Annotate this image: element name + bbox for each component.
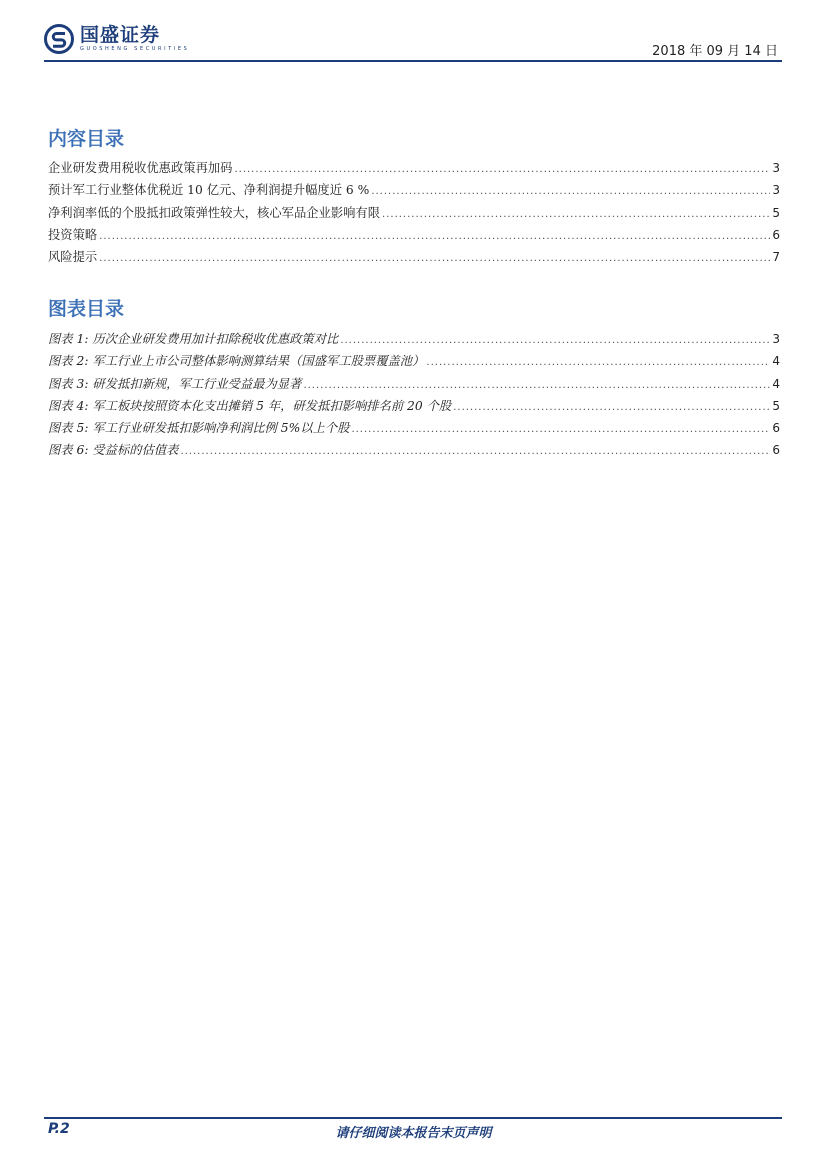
- toc-entry[interactable]: [48, 180, 780, 202]
- figure-entry-page: 6: [772, 421, 780, 436]
- leader-dots: [99, 231, 770, 242]
- figure-entry-label: 图表 2: 军工行业上市公司整体影响测算结果（国盛军工股票覆盖池）: [48, 354, 425, 369]
- figure-entry[interactable]: [48, 418, 780, 440]
- figure-entry-label: 图表 5: 军工行业研发抵扣影响净利润比例 5%以上个股: [48, 421, 350, 436]
- toc-entry-page: 7: [772, 250, 780, 265]
- toc-entry-label: 风险提示: [48, 250, 98, 265]
- figure-entry-label: 图表 3: 研发抵扣新规，军工行业受益最为显著: [48, 376, 302, 391]
- figure-entry[interactable]: [48, 351, 780, 373]
- figure-entry[interactable]: [48, 440, 780, 462]
- figure-entry[interactable]: [48, 329, 780, 351]
- leader-dots: [351, 424, 770, 435]
- figure-entry[interactable]: [48, 396, 780, 418]
- toc-entry-label: 净利润率低的个股抵扣政策弹性较大，核心军品企业影响有限: [48, 205, 381, 220]
- leader-dots: [234, 164, 770, 175]
- leader-dots: [99, 253, 770, 264]
- leader-dots: [340, 335, 770, 346]
- page-number: P.2: [48, 1121, 70, 1137]
- toc-entry[interactable]: [48, 247, 780, 269]
- logo-chinese-name: 国盛证券: [80, 24, 161, 46]
- toc-entry-label: 投资策略: [48, 227, 98, 242]
- figure-entry-label: 图表 4: 军工板块按照资本化支出摊销 5 年，研发抵扣影响排名前 20 个股: [48, 398, 452, 413]
- leader-dots: [371, 186, 770, 197]
- figures-list: [48, 329, 780, 463]
- header-divider: [44, 60, 782, 62]
- leader-dots: [453, 402, 770, 413]
- toc-entry-page: 3: [772, 183, 780, 198]
- figure-entry-label: 图表 6: 受益标的估值表: [48, 443, 179, 458]
- logo-english-name: GUOSHENG SECURITIES: [80, 46, 190, 52]
- leader-dots: [303, 380, 770, 391]
- footer-divider: [44, 1117, 782, 1119]
- leader-dots: [180, 446, 770, 457]
- toc-entry-label: 企业研发费用税收优惠政策再加码: [48, 161, 233, 175]
- company-logo: [44, 24, 189, 54]
- figure-entry-page: 6: [772, 443, 780, 458]
- toc-entry-label: 预计军工行业整体优税近 10 亿元、净利润提升幅度近 6 %: [48, 183, 370, 198]
- leader-dots: [426, 357, 770, 368]
- contents-list: [48, 158, 780, 269]
- figure-entry-page: 4: [772, 376, 780, 391]
- figure-entry-page: 5: [772, 398, 780, 413]
- contents-title: 内容目录: [48, 128, 125, 150]
- page-header: [44, 24, 782, 60]
- toc-entry[interactable]: [48, 203, 780, 225]
- figure-entry-page: 3: [772, 332, 780, 346]
- logo-icon: [44, 24, 74, 54]
- toc-entry[interactable]: [48, 158, 780, 180]
- toc-entry-page: 5: [772, 205, 780, 220]
- figure-entry-label: 图表 1: 历次企业研发费用加计扣除税收优惠政策对比: [48, 332, 339, 346]
- report-date: 2018 年 09 月 14 日: [652, 44, 778, 59]
- toc-entry-page: 6: [772, 227, 780, 242]
- toc-entry[interactable]: [48, 225, 780, 247]
- toc-entry-page: 3: [772, 161, 780, 175]
- footer-disclaimer: 请仔细阅读本报告末页声明: [335, 1126, 492, 1141]
- figure-entry-page: 4: [772, 354, 780, 369]
- figure-entry[interactable]: [48, 374, 780, 396]
- figures-title: 图表目录: [48, 298, 125, 320]
- leader-dots: [382, 209, 770, 220]
